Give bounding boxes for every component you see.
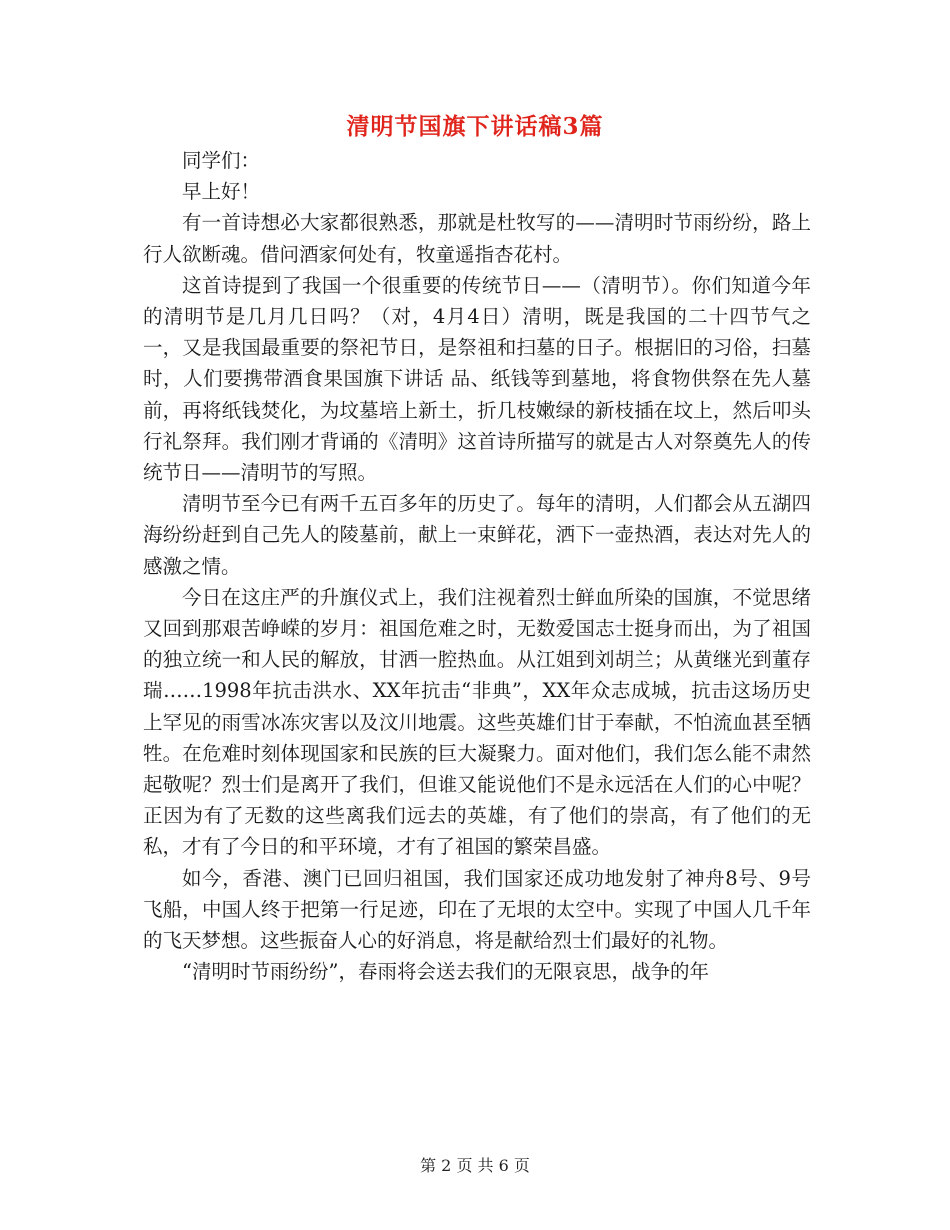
paragraph-achievements: 如今，香港、澳门已回归祖国，我们国家还成功地发射了神舟8号、9号飞船，中国人终于把第一行足迹，印在了无垠的太空中。实现了中国人几千年的飞天梦想。这些振奋人心的好消息，将是献给烈士们最好的礼物。: [143, 866, 811, 953]
document-body: [143, 145, 811, 987]
paragraph-morning: 早上好！: [182, 180, 261, 204]
paragraph-history: 清明节至今已有两千五百多年的历史了。每年的清明，人们都会从五湖四海纷纷赶到自己先人的陵墓前，献上一束鲜花，洒下一壶热酒，表达对先人的感激之情。: [143, 492, 811, 578]
document-title: 清明节国旗下讲话稿3篇: [346, 113, 604, 140]
page-number-footer: 第 2 页 共 6 页: [420, 1156, 530, 1175]
paragraph-greeting: 同学们：: [182, 149, 261, 172]
paragraph-closing: “清明时节雨纷纷”，春雨将会送去我们的无限哀思，战争的年: [182, 960, 709, 984]
paragraph-poem: 有一首诗想必大家都很熟悉，那就是杜牧写的——清明时节雨纷纷，路上行人欲断魂。借问酒家何处有，牧童遥指杏花村。: [143, 211, 811, 266]
paragraph-martyrs: 今日在这庄严的升旗仪式上，我们注视着烈士鲜血所染的国旗，不觉思绪又回到那艰苦峥嵘的岁月：祖国危难之时，无数爱国志士挺身而出，为了祖国的独立统一和人民的解放，甘洒一腔热血。从江姐到刘胡兰；从黄继光到董存瑞……1998年抗击洪水、XX年抗击“非典”，XX年众志成城，抗击这场历史上罕见的雨雪冰冻灾害以及汶川地震。这些英雄们甘于奉献，不怕流血甚至牺牲。在危难时刻体现国家和民族的巨大凝聚力。面对他们，我们怎么能不肃然起敬呢？烈士们是离开了我们，但谁又能说他们不是永远活在人们的心中呢？正因为有了无数的这些离我们远去的英雄，有了他们的崇高，有了他们的无私，才有了今日的和平环境，才有了祖国的繁荣昌盛。: [143, 585, 811, 859]
paragraph-festival-intro: 这首诗提到了我国一个很重要的传统节日——（清明节）。你们知道今年的清明节是几月几日吗？（对，4月4日）清明，既是我国的二十四节气之一，又是我国最重要的祭祀节日，是祭祖和扫墓的日子。根据旧的习俗，扫墓时，人们要携带酒食果国旗下讲话 品、纸钱等到墓地，将食物供祭在先人墓前，再将纸钱焚化，为坟墓培上新土，折几枝嫩绿的新枝插在坟上，然后叩头行礼祭拜。我们刚才背诵的《清明》这首诗所描写的就是古人对祭奠先人的传统节日——清明节的写照。: [143, 273, 811, 485]
